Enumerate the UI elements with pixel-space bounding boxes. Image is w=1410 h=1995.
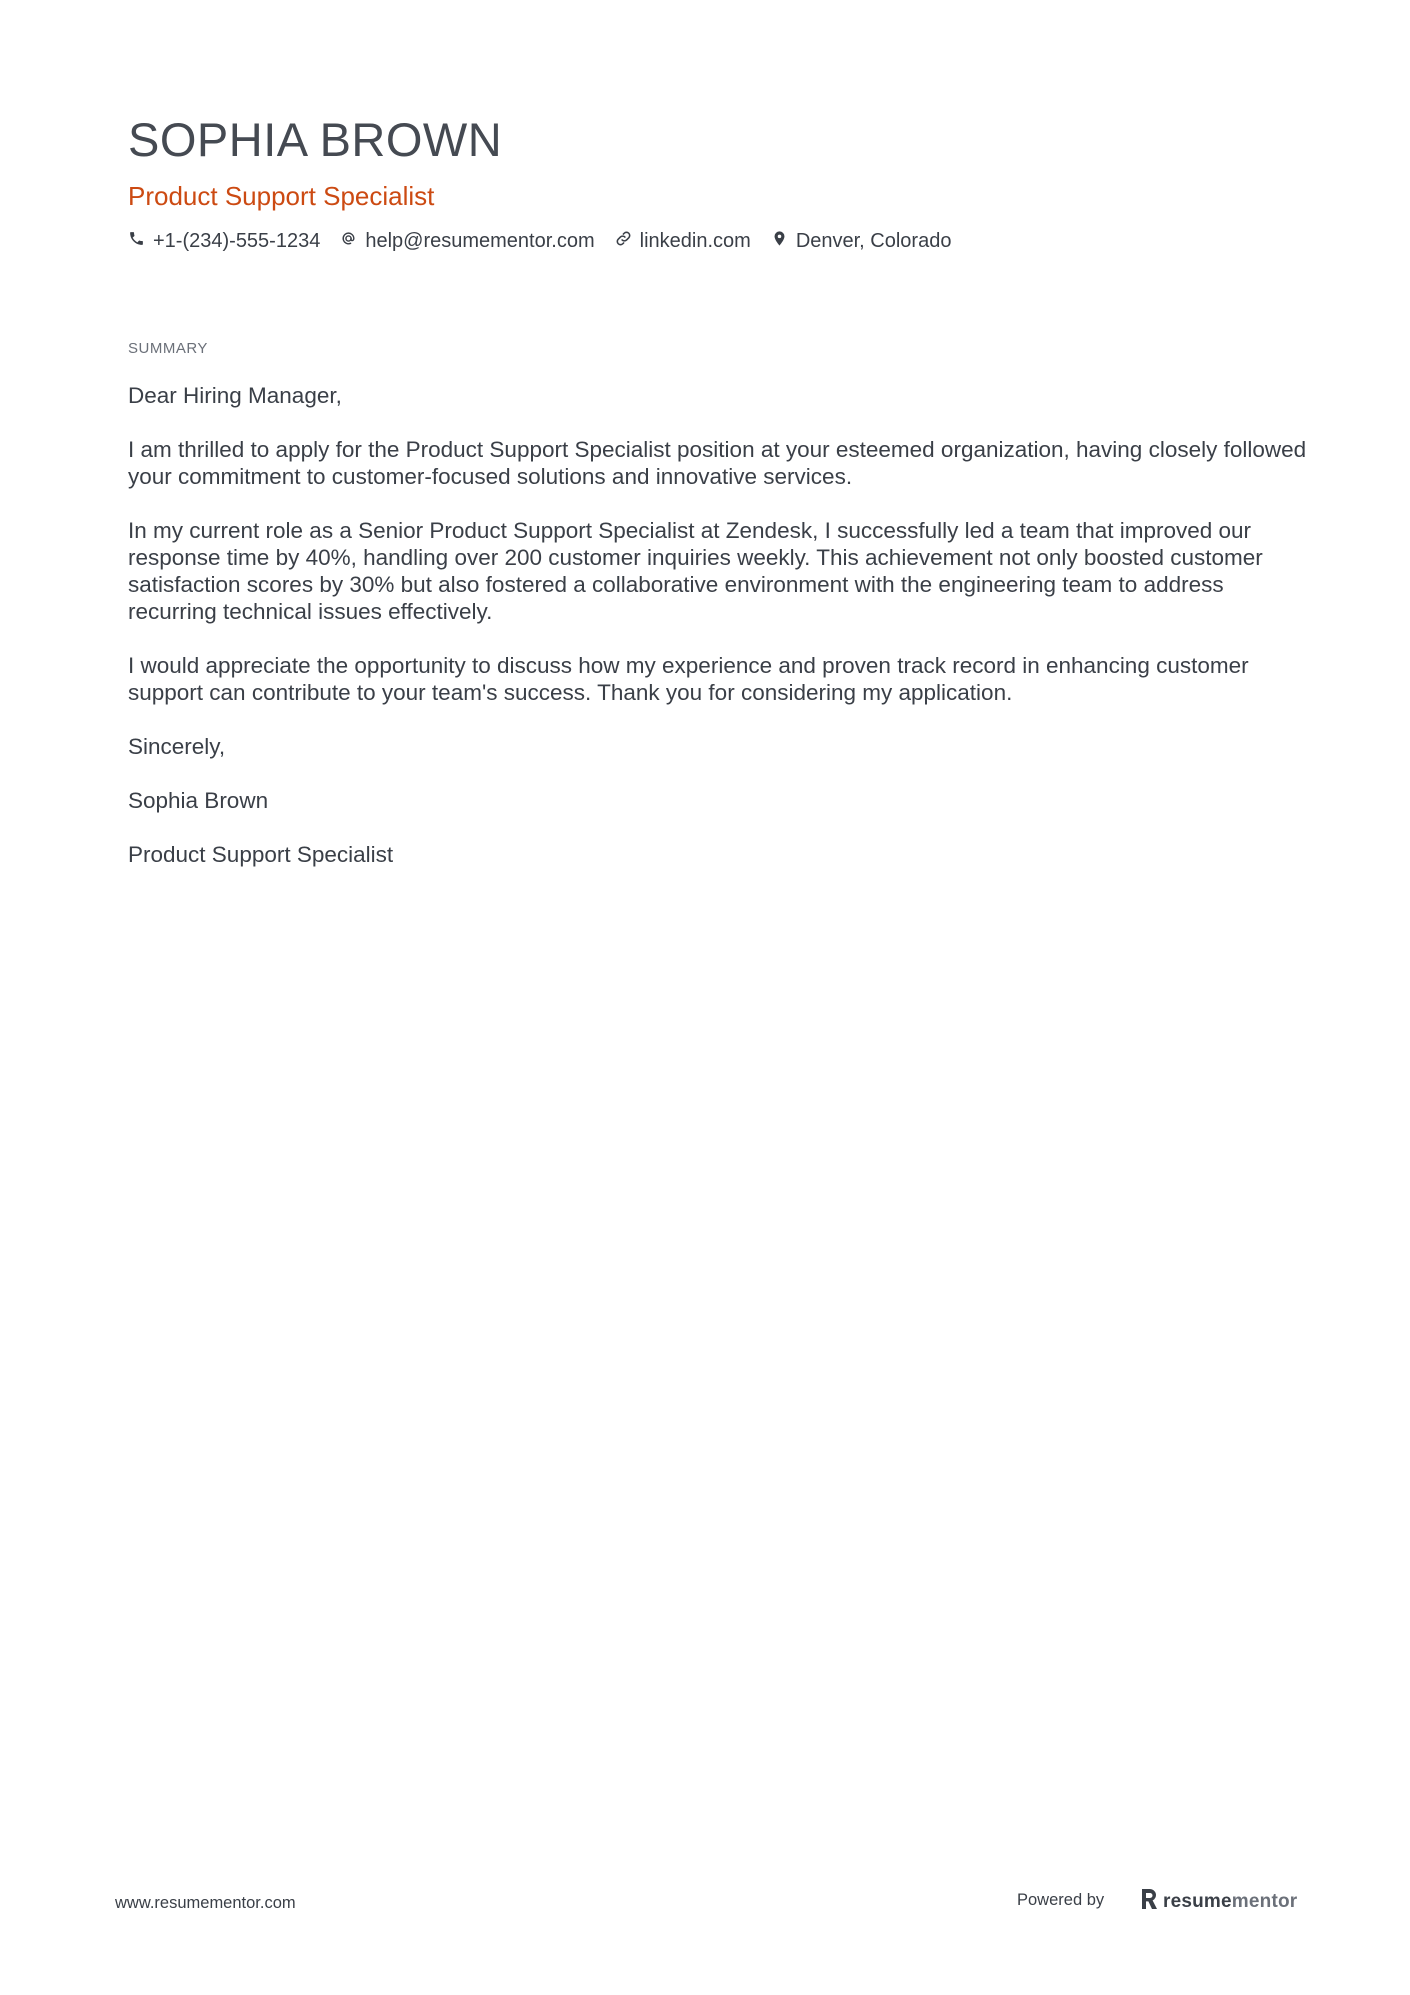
contact-bar — [128, 227, 951, 255]
phone-text: +1-(234)-555-1234 — [153, 229, 321, 252]
contact-location — [771, 230, 952, 253]
powered-by-label: Powered by — [1017, 1891, 1105, 1909]
resumementor-logo-text — [1163, 1891, 1297, 1913]
letter-paragraph: I am thrilled to apply for the Product Support Specialist position at your esteemed organization, having closely followed your commitment to customer-focused solutions and innovative services. — [128, 437, 1307, 489]
contact-email[interactable] — [340, 230, 594, 253]
signature-name: Sophia Brown — [128, 788, 269, 813]
signature-title: Product Support Specialist — [128, 842, 394, 867]
salutation: Dear Hiring Manager, — [128, 383, 342, 408]
contact-phone — [128, 230, 320, 253]
brand-light-text: mentor — [1231, 1890, 1298, 1912]
section-heading-summary: SUMMARY — [128, 340, 208, 357]
contact-linkedin[interactable] — [615, 230, 751, 253]
resumementor-logo-icon — [1140, 1888, 1158, 1915]
linkedin-text[interactable]: linkedin.com — [639, 229, 751, 252]
letter-paragraph: In my current role as a Senior Product Support Specialist at Zendesk, I successfully led a team that improved our response time by 40%, handling over 200 customer inquiries weekly. This achievement not only boosted customer satisfaction scores by 30% but also fostered a collaborative environment with the engineering team to address recurring technical issues effectively. — [128, 518, 1263, 624]
footer-website-link[interactable]: www.resumementor.com — [115, 1894, 296, 1912]
location-pin-icon — [771, 230, 788, 253]
letter-paragraph: I would appreciate the opportunity to discuss how my experience and proven track record in enhancing customer support can contribute to your team's success. Thank you for considering my application. — [128, 653, 1249, 705]
candidate-title: Product Support Specialist — [128, 181, 435, 211]
at-icon — [340, 230, 357, 253]
resumementor-logo[interactable] — [1140, 1888, 1297, 1915]
phone-icon — [128, 230, 145, 253]
closing: Sincerely, — [128, 734, 226, 759]
brand-bold-text: resume — [1163, 1890, 1232, 1912]
link-icon — [615, 230, 632, 253]
email-text[interactable]: help@resumementor.com — [365, 229, 595, 252]
candidate-name: SOPHIA BROWN — [128, 113, 503, 166]
location-text: Denver, Colorado — [795, 229, 952, 252]
letter-body — [128, 382, 1308, 895]
